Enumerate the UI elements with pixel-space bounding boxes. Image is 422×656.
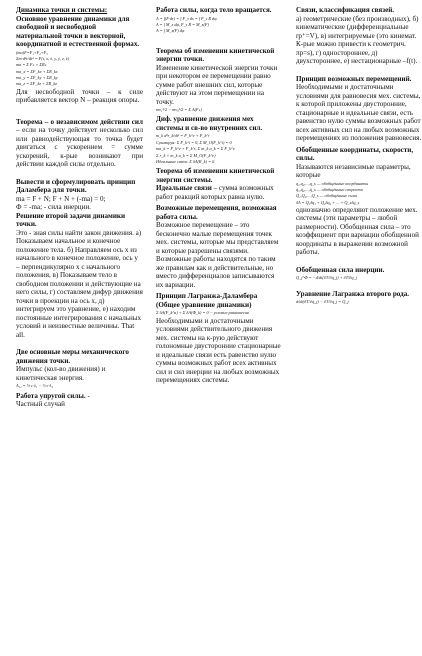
section-rotation-work [156,6,281,34]
section-lagrange-dalembert [156,292,281,384]
formula-line: Σm·d²r/dt² = F(t, x, ẋ, y, ẏ, z, ż) [16,55,70,61]
section-title: Работа силы, когда тело вращается. [156,6,272,14]
column-1 [16,6,143,412]
dash: - [85,391,90,400]
formula-line: ma_k = F_k^e + F_k^i, Σ m_k a_k = Σ F_k^e [156,146,235,152]
section-title: Обобщенная сила инерции. [296,265,385,274]
formula-line: mv₁²/2 − mv₀²/2 = Σ A(Fₖ) [156,107,202,113]
paragraph: Изменение кинетической энергии точки при некотором ее перемещении равно сумме работ внешних сил, которые действуют на этом перемещении на точку. [156,63,278,106]
section-title: Теорема – о независимом действии сил [16,117,143,126]
formula-line: ma_x = ΣF_kx + ΣR_kx [16,68,58,74]
paragraph: – если на точку действует несколько сил или равнодействующая то точка будет двигаться с ускорением = сумме ускорений, к-рые возникают при действии каждой силы отдельно. [16,126,143,169]
formula-line: q₁,q₂,...,q_s — обобщённые координаты [296,180,369,186]
section-subtitle: Основное уравнение динамики для свободной и несвободной материальной точки в векторной, координатной и естественной формах. [16,14,140,48]
equation-line: Ф = -ma; - сила инерции. [16,203,91,212]
section-system-motion [156,115,281,164]
formula-line: A₁₂ = ½·c·λ₁ − ½·c·λ₂ [16,383,53,389]
section-dynamics [16,6,143,105]
paragraph: Частный случай [16,400,65,409]
formula-line: q̇₁,q̇₂,...,q̇_s — обобщённые скорости [296,186,363,192]
formula-line: Идеальные связи: Σ δA(R_k) = 0 [156,158,215,164]
section-title: Теорема об изменении кинетической энергии точки. [156,46,275,64]
paragraph: Возможное перемещение – это бесконечно малые перемещения точек мех. системы, которые мы представляем и которые разрешены связями. Возможные работы находятся по таким же правилам как и действительные, но вместо дифференциалов записываются их вариации. [156,221,279,289]
paragraph: а) геометрические (без производных), б) кинематические (дифференциальные rp⁺=V), в) интегрируемые (это кинемат. К-рые можно привести к геометрич. πp=s), г) одностороннее, д) двухстороннее, е) нестационарные –f(t). [296,14,419,65]
section-subtitle: Решение второй задачи динамики точки. [16,211,126,229]
section-title: Обобщенные координаты, скорости, силы. [296,145,414,162]
paragraph: Для несвободной точки – к силе прибавляется вектор N – реакция опоры. [16,87,143,105]
section-kinetic-energy-point [156,47,281,113]
formula-line: d/dt(∂T/∂q̇_j) − ∂T/∂q_j = Q_j [296,299,349,305]
formula-line: Суммируя: Σ F_k^i = 0, Σ M_O(F_k^i) = 0 [156,139,232,145]
section-measures [16,348,143,388]
section-dalembert [16,178,143,340]
formula-line: Σ δA(F_k^a) + Σ δA(Ф_k) = 0 − условие равновесия [156,310,249,316]
paragraph: Необходимыми и достаточными условиями действительного движения мех. системы на к-рую действуют голономные двусторонние стационарные и идеальные связи есть равенство нулю суммы возможных работ всех активных сил и сил инерции на любых возможных перемещениях системы. [156,316,281,385]
section-inertia-force [296,266,422,281]
section-virtual-work-principle [296,75,422,143]
paragraph: Необходимыми и достаточными условиями для равновесия мех. системы, к которой приложены двусторонние, стационарные и идеальные связи, есть равенство нулю суммы возможных работ всех активных сил на любых возможных перемещениях из положения равновесия. [296,83,422,142]
section-independent-forces [16,118,143,169]
formula-line: ma_y = ΣF_ky + ΣR_ky [16,74,58,80]
section-lagrange-equation [296,290,422,305]
section-title: Теорема об изменении кинетической энергии системы. [156,167,275,184]
formula-line: (ma)F=F₁+F₂+F₃ [16,49,48,55]
section-title: Возможные перемещения, возможная работа силы. [156,204,277,221]
section-title: Вывести и сформулировать принцип Даламбера для точки. [16,177,136,195]
paragraph: Это - зная силы найти закон движения. а) Показываем начальное и конечное положение тела. б) Направляем ось х из начального в конечное положение, ось у – перпендикулярно х с начального положения, в) Показываем тело в свободном положении и действующие на него силы, г) составляем дифур движения точки в проекции на ось х, д) интегрируем это уравнение, е) находим постоянные интегрирования с начальных условий и неизвестные величины. That all. [16,228,143,339]
section-title: Принцип возможных перемещений. [296,74,412,83]
formula-line: Q₁,Q₂,...,Q_s — обобщённые силы [296,193,358,199]
formula-line: δA = Q₁δq₁ + Q₂δq₂ + ... + Q_sδq_s [296,199,360,205]
section-title: Связи, классификация связей. [296,6,395,14]
formula-line: A = ∫(F·dr) = ∫ F_τ ds = ∫ F_τ R dφ [156,15,217,21]
equation-line: ma = F + N; F + N + (-ma) = 0; [16,194,106,203]
column-2 [156,6,281,388]
section-title: Диф. уравнение движения мех системы и св-во внутренних сил. [156,115,263,132]
paragraph: Импульс (кол-во движения) и кинетическая энергия. [16,365,106,382]
paragraph: Называются независимые параметры, которые [296,162,411,179]
formula-line: Σ r_k × m_k a_k = Σ M_O(F_k^e) [156,152,216,158]
formula-line: ma = Σ Fₖ + ΣRₖ [16,62,47,68]
formula-line: Q_j^Ф = −d/dt(∂T/∂q̇_j) + ∂T/∂q_j [296,275,357,281]
formula-line: m_k d²r_k/dt² = F_k^e + F_k^i [156,133,210,139]
column-3 [296,6,422,308]
section-title: Динамика точки и системы: [16,6,108,14]
section-elastic-work [16,392,143,409]
formula-line: A = ∫ M_z dφ, F_τ R = M_z(F) [156,21,209,27]
section-title: Уравнение Лагранжа второго рода. [296,289,410,298]
section-title: Две основные меры механического движения точки. [16,348,129,365]
section-virtual-displacement [156,204,281,289]
section-generalized [296,146,422,257]
section-constraints [296,6,422,66]
paragraph: – сумма возможных работ реакций которых равна нулю. [156,184,274,201]
formula-line: A = ∫ M_z(F) dφ [156,28,185,34]
section-title: Работа упругой силы. [16,391,86,400]
formula-line: ma_z = ΣF_kz + ΣR_kz [16,81,57,87]
section-kinetic-energy-system [156,167,281,201]
section-title: Идеальные связи [156,184,212,193]
section-title: Принцип Лагранжа-Даламбера (Общее уравнение динамики) [156,292,258,309]
paragraph: однозначно определяют положение мех. системы (эти параметры – любой размерности). Обобщенная сила – это коэффициент при вариации обобщенной координаты в выражении возможной работы. [296,205,419,257]
